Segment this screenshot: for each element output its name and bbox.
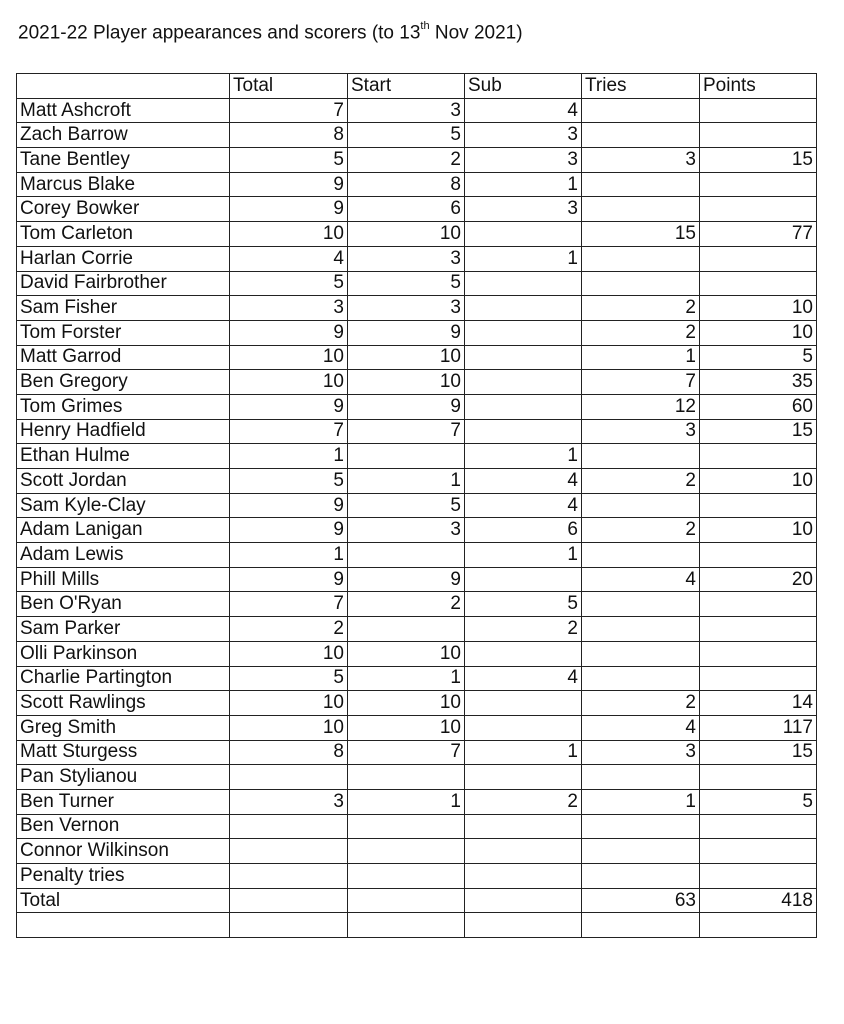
cell-total: 9 (230, 394, 348, 419)
header-cell-tries: Tries (582, 74, 700, 99)
cell-start: 8 (348, 172, 465, 197)
cell-total: 8 (230, 740, 348, 765)
cell-total (230, 913, 348, 938)
cell-start: 6 (348, 197, 465, 222)
cell-total: 5 (230, 271, 348, 296)
cell-points: 15 (700, 740, 817, 765)
cell-tries (582, 246, 700, 271)
cell-tries (582, 543, 700, 568)
cell-points: 10 (700, 296, 817, 321)
cell-points (700, 592, 817, 617)
title-prefix: 2021-22 Player appearances and scorers (to 13 (18, 22, 421, 44)
cell-points: 117 (700, 715, 817, 740)
table-row (17, 789, 817, 814)
table-row (17, 419, 817, 444)
table-row (17, 814, 817, 839)
cell-total: 10 (230, 222, 348, 247)
cell-start: 10 (348, 370, 465, 395)
cell-tries: 1 (582, 345, 700, 370)
cell-points: 418 (700, 888, 817, 913)
table-row (17, 864, 817, 889)
cell-player-name: Corey Bowker (17, 197, 230, 222)
cell-tries (582, 617, 700, 642)
cell-tries (582, 765, 700, 790)
cell-points (700, 493, 817, 518)
cell-total: 1 (230, 543, 348, 568)
table-row (17, 888, 817, 913)
cell-total (230, 888, 348, 913)
table-row (17, 370, 817, 395)
cell-tries (582, 123, 700, 148)
cell-sub: 4 (465, 666, 582, 691)
table-row (17, 592, 817, 617)
cell-total: 9 (230, 567, 348, 592)
cell-tries (582, 592, 700, 617)
cell-sub (465, 222, 582, 247)
header-cell-sub: Sub (465, 74, 582, 99)
cell-player-name: Adam Lanigan (17, 518, 230, 543)
cell-total: 2 (230, 617, 348, 642)
cell-player-name: Charlie Partington (17, 666, 230, 691)
table-row (17, 172, 817, 197)
cell-sub (465, 913, 582, 938)
cell-total: 5 (230, 148, 348, 173)
cell-start: 9 (348, 394, 465, 419)
cell-points: 15 (700, 419, 817, 444)
cell-points (700, 543, 817, 568)
header-cell-start: Start (348, 74, 465, 99)
header-cell-name (17, 74, 230, 99)
cell-sub: 6 (465, 518, 582, 543)
cell-tries (582, 197, 700, 222)
header-cell-points: Points (700, 74, 817, 99)
table-row (17, 148, 817, 173)
cell-sub (465, 567, 582, 592)
cell-player-name: Total (17, 888, 230, 913)
cell-start (348, 839, 465, 864)
cell-points (700, 666, 817, 691)
cell-points: 10 (700, 518, 817, 543)
cell-points (700, 444, 817, 469)
cell-tries (582, 814, 700, 839)
table-row (17, 666, 817, 691)
title-suffix: Nov 2021) (429, 22, 523, 44)
cell-start (348, 444, 465, 469)
cell-sub (465, 271, 582, 296)
cell-start: 5 (348, 271, 465, 296)
cell-start: 10 (348, 715, 465, 740)
cell-start: 3 (348, 246, 465, 271)
cell-player-name: Greg Smith (17, 715, 230, 740)
cell-sub: 3 (465, 123, 582, 148)
cell-tries (582, 493, 700, 518)
cell-player-name: Tom Forster (17, 320, 230, 345)
cell-player-name: Penalty tries (17, 864, 230, 889)
table-row (17, 469, 817, 494)
cell-sub: 3 (465, 197, 582, 222)
cell-start: 9 (348, 320, 465, 345)
cell-total (230, 814, 348, 839)
cell-points: 10 (700, 320, 817, 345)
cell-start (348, 765, 465, 790)
cell-total: 4 (230, 246, 348, 271)
cell-tries: 4 (582, 715, 700, 740)
cell-total: 9 (230, 172, 348, 197)
cell-player-name: Tom Grimes (17, 394, 230, 419)
cell-tries (582, 839, 700, 864)
cell-points: 15 (700, 148, 817, 173)
cell-total: 10 (230, 715, 348, 740)
cell-sub: 4 (465, 493, 582, 518)
cell-player-name: Connor Wilkinson (17, 839, 230, 864)
cell-player-name: Tane Bentley (17, 148, 230, 173)
cell-sub (465, 641, 582, 666)
table-row (17, 913, 817, 938)
cell-points (700, 98, 817, 123)
cell-points: 20 (700, 567, 817, 592)
cell-points: 35 (700, 370, 817, 395)
cell-player-name: Ben Vernon (17, 814, 230, 839)
cell-start: 7 (348, 419, 465, 444)
cell-player-name: David Fairbrother (17, 271, 230, 296)
cell-sub (465, 370, 582, 395)
cell-player-name: Matt Ashcroft (17, 98, 230, 123)
cell-total: 3 (230, 296, 348, 321)
cell-sub (465, 765, 582, 790)
cell-start: 1 (348, 789, 465, 814)
cell-start: 2 (348, 148, 465, 173)
cell-points (700, 246, 817, 271)
table-row (17, 691, 817, 716)
cell-tries (582, 864, 700, 889)
table-row (17, 123, 817, 148)
cell-total: 9 (230, 197, 348, 222)
cell-total: 9 (230, 320, 348, 345)
cell-tries: 1 (582, 789, 700, 814)
cell-sub (465, 839, 582, 864)
cell-player-name: Pan Stylianou (17, 765, 230, 790)
cell-start: 1 (348, 666, 465, 691)
cell-points (700, 617, 817, 642)
cell-start: 1 (348, 469, 465, 494)
cell-start (348, 913, 465, 938)
cell-player-name: Adam Lewis (17, 543, 230, 568)
table-row (17, 765, 817, 790)
cell-points: 14 (700, 691, 817, 716)
cell-total: 10 (230, 345, 348, 370)
cell-points: 5 (700, 345, 817, 370)
cell-start (348, 864, 465, 889)
cell-points (700, 172, 817, 197)
cell-tries (582, 172, 700, 197)
cell-points (700, 814, 817, 839)
cell-points: 10 (700, 469, 817, 494)
cell-points (700, 197, 817, 222)
cell-points (700, 765, 817, 790)
cell-player-name: Matt Sturgess (17, 740, 230, 765)
cell-sub: 1 (465, 444, 582, 469)
table-row (17, 222, 817, 247)
table-row (17, 715, 817, 740)
cell-player-name: Sam Kyle-Clay (17, 493, 230, 518)
cell-total: 9 (230, 518, 348, 543)
cell-sub (465, 888, 582, 913)
cell-total: 8 (230, 123, 348, 148)
cell-points (700, 641, 817, 666)
cell-sub (465, 296, 582, 321)
cell-player-name: Henry Hadfield (17, 419, 230, 444)
cell-points (700, 123, 817, 148)
cell-tries (582, 444, 700, 469)
cell-player-name: Zach Barrow (17, 123, 230, 148)
cell-player-name: Harlan Corrie (17, 246, 230, 271)
cell-start: 10 (348, 691, 465, 716)
cell-player-name (17, 913, 230, 938)
cell-total: 7 (230, 98, 348, 123)
cell-start: 3 (348, 98, 465, 123)
cell-points (700, 271, 817, 296)
cell-tries: 3 (582, 419, 700, 444)
cell-sub: 1 (465, 740, 582, 765)
cell-player-name: Ben O'Ryan (17, 592, 230, 617)
table-row (17, 641, 817, 666)
cell-player-name: Ethan Hulme (17, 444, 230, 469)
cell-total: 5 (230, 666, 348, 691)
cell-sub: 1 (465, 543, 582, 568)
table-row (17, 567, 817, 592)
cell-tries: 12 (582, 394, 700, 419)
cell-start: 7 (348, 740, 465, 765)
cell-sub: 1 (465, 246, 582, 271)
cell-start: 9 (348, 567, 465, 592)
cell-sub: 2 (465, 617, 582, 642)
cell-total: 10 (230, 370, 348, 395)
cell-tries: 63 (582, 888, 700, 913)
appearances-table (16, 73, 817, 938)
cell-tries: 2 (582, 320, 700, 345)
cell-total: 7 (230, 592, 348, 617)
cell-total: 9 (230, 493, 348, 518)
cell-total: 10 (230, 691, 348, 716)
cell-total: 10 (230, 641, 348, 666)
cell-points: 5 (700, 789, 817, 814)
cell-tries: 2 (582, 518, 700, 543)
cell-tries: 3 (582, 148, 700, 173)
cell-start: 5 (348, 123, 465, 148)
cell-start (348, 888, 465, 913)
cell-start: 10 (348, 345, 465, 370)
table-row (17, 740, 817, 765)
cell-start: 5 (348, 493, 465, 518)
cell-tries (582, 271, 700, 296)
cell-tries: 4 (582, 567, 700, 592)
cell-total: 1 (230, 444, 348, 469)
cell-total: 3 (230, 789, 348, 814)
title-ordinal: th (420, 20, 430, 32)
cell-start: 3 (348, 518, 465, 543)
cell-total (230, 864, 348, 889)
cell-player-name: Sam Parker (17, 617, 230, 642)
cell-sub: 4 (465, 469, 582, 494)
cell-sub: 2 (465, 789, 582, 814)
table-row (17, 493, 817, 518)
cell-tries: 15 (582, 222, 700, 247)
cell-points: 60 (700, 394, 817, 419)
cell-tries: 2 (582, 469, 700, 494)
cell-points (700, 913, 817, 938)
cell-start (348, 617, 465, 642)
cell-total: 7 (230, 419, 348, 444)
cell-tries (582, 641, 700, 666)
cell-sub: 4 (465, 98, 582, 123)
cell-player-name: Marcus Blake (17, 172, 230, 197)
cell-start: 2 (348, 592, 465, 617)
cell-tries: 3 (582, 740, 700, 765)
cell-total (230, 839, 348, 864)
cell-sub (465, 345, 582, 370)
table-row (17, 345, 817, 370)
cell-player-name: Matt Garrod (17, 345, 230, 370)
cell-sub (465, 320, 582, 345)
cell-tries: 2 (582, 691, 700, 716)
cell-sub (465, 814, 582, 839)
cell-points: 77 (700, 222, 817, 247)
cell-player-name: Phill Mills (17, 567, 230, 592)
cell-player-name: Olli Parkinson (17, 641, 230, 666)
table-row (17, 839, 817, 864)
table-row (17, 271, 817, 296)
cell-player-name: Sam Fisher (17, 296, 230, 321)
page-title (18, 22, 523, 44)
cell-total: 5 (230, 469, 348, 494)
cell-sub (465, 394, 582, 419)
table-row (17, 543, 817, 568)
cell-player-name: Scott Rawlings (17, 691, 230, 716)
cell-points (700, 864, 817, 889)
cell-start: 10 (348, 222, 465, 247)
table-row (17, 197, 817, 222)
cell-player-name: Ben Gregory (17, 370, 230, 395)
table-row (17, 98, 817, 123)
cell-sub: 1 (465, 172, 582, 197)
table-row (17, 617, 817, 642)
cell-tries (582, 913, 700, 938)
cell-total (230, 765, 348, 790)
cell-tries: 2 (582, 296, 700, 321)
cell-sub (465, 715, 582, 740)
header-row (17, 74, 817, 99)
cell-tries (582, 666, 700, 691)
cell-sub (465, 691, 582, 716)
cell-sub: 5 (465, 592, 582, 617)
cell-player-name: Scott Jordan (17, 469, 230, 494)
cell-sub (465, 864, 582, 889)
table-row (17, 296, 817, 321)
table-row (17, 246, 817, 271)
cell-player-name: Ben Turner (17, 789, 230, 814)
table-row (17, 518, 817, 543)
cell-start (348, 814, 465, 839)
cell-sub (465, 419, 582, 444)
cell-start: 10 (348, 641, 465, 666)
cell-points (700, 839, 817, 864)
table-row (17, 320, 817, 345)
cell-player-name: Tom Carleton (17, 222, 230, 247)
cell-sub: 3 (465, 148, 582, 173)
table-row (17, 444, 817, 469)
cell-start: 3 (348, 296, 465, 321)
cell-start (348, 543, 465, 568)
cell-tries (582, 98, 700, 123)
table-row (17, 394, 817, 419)
header-cell-total: Total (230, 74, 348, 99)
cell-tries: 7 (582, 370, 700, 395)
